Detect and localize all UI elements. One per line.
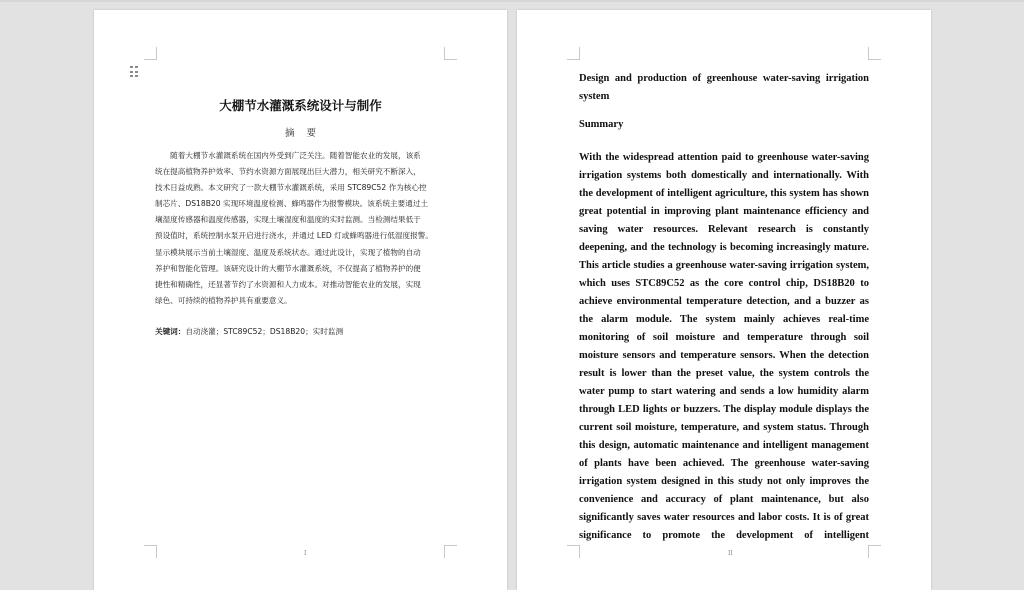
abstract-line: current soil moisture, temperature, and system status. Through xyxy=(579,422,869,433)
page-number: I xyxy=(304,550,307,557)
abstract-line: through LED lights or buzzers. The display module displays the xyxy=(579,404,869,415)
keywords-value: 自动浇灌；STC89C52；DS18B20；实时监测 xyxy=(185,327,344,336)
abstract-line: irrigation systems both domestically and internationally. With xyxy=(579,170,869,181)
margin-crop-mark xyxy=(567,545,580,558)
english-abstract-body xyxy=(579,149,869,545)
margin-crop-mark xyxy=(144,545,157,558)
document-page-2[interactable] xyxy=(517,10,931,590)
margin-crop-mark xyxy=(444,545,457,558)
abstract-line: 捷性和精确性，还显著节约了水资源和人力成本。对推动智能农业的发展，实现 xyxy=(155,279,421,289)
abstract-line: 预设值时，系统控制水泵开启进行浇水，并通过 LED 灯或蜂鸣器进行低湿度报警。 xyxy=(155,231,433,241)
abstract-line: monitoring of soil moisture and temperature through soil xyxy=(579,332,869,343)
chinese-keywords xyxy=(155,326,343,337)
abstract-line: of plants have been achieved. The greenhouse water-saving xyxy=(579,458,869,469)
abstract-line: which uses STC89C52 as the core control chip, DS18B20 to xyxy=(579,278,869,289)
abstract-line: 显示模块展示当前土壤湿度、温度及系统状态。通过此设计，实现了植物的自动 xyxy=(155,247,421,257)
abstract-line: result is lower than the preset value, the system controls the xyxy=(579,368,869,379)
abstract-line: 制芯片、DS18B20 实现环境温度检测、蜂鸣器作为报警模块。该系统主要通过土 xyxy=(155,199,429,209)
abstract-line: achieve environmental temperature detection, and a buzzer as xyxy=(579,296,869,307)
abstract-line: 随着大棚节水灌溉系统在国内外受到广泛关注。随着智能农业的发展，该系 xyxy=(155,151,421,160)
document-page-1[interactable] xyxy=(94,10,507,590)
abstract-line: 技术日益成熟。本文研究了一款大棚节水灌溉系统，采用 STC89C52 作为核心控 xyxy=(155,183,427,193)
abstract-line: convenience and accuracy of plant maintenance, but also xyxy=(579,494,869,505)
chinese-title: 大棚节水灌溉系统设计与制作 xyxy=(219,98,382,113)
chinese-abstract-heading: 摘要 xyxy=(284,128,328,139)
abstract-line: significantly saves water resources and labor costs. It is of great xyxy=(579,512,869,523)
margin-crop-mark xyxy=(868,545,881,558)
margin-crop-mark xyxy=(144,47,157,60)
english-summary-heading: Summary xyxy=(579,119,624,130)
abstract-line: With the widespread attention paid to greenhouse water-saving xyxy=(579,152,869,163)
abstract-line: irrigation system designed in this study not only improves the xyxy=(579,476,869,487)
drag-handle-icon[interactable] xyxy=(130,66,138,78)
abstract-line: 养护和智能化管理。该研究设计的大棚节水灌溉系统，不仅提高了植物养护的便 xyxy=(155,263,421,273)
abstract-line: 统在提高植物养护效率、节约水资源方面展现出巨大潜力，相关研究不断深入， xyxy=(155,167,421,177)
abstract-line: 绿色、可持续的植物养护具有重要意义。 xyxy=(155,295,292,305)
margin-crop-mark xyxy=(567,47,580,60)
margin-crop-mark xyxy=(444,47,457,60)
abstract-line: this design, automatic maintenance and intelligent management xyxy=(579,440,869,451)
keywords-label: 关键词： xyxy=(155,327,186,336)
abstract-line: significance to promote the development of intelligent xyxy=(579,530,869,541)
abstract-line: deepening, and the technology is becoming increasingly mature. xyxy=(579,242,869,253)
english-title: Design and production of greenhouse water-saving irrigation system xyxy=(579,73,869,102)
margin-crop-mark xyxy=(868,47,881,60)
abstract-line: the development of intelligent agriculture, this system has shown xyxy=(579,188,869,199)
abstract-line: 壤湿度传感器和温度传感器，实现土壤湿度和温度的实时监测。当检测结果低于 xyxy=(155,215,421,225)
abstract-line: the alarm module. The system mainly achieves real-time xyxy=(579,314,869,325)
abstract-line: saving water resources. Relevant research is constantly xyxy=(579,224,869,235)
abstract-line: water pump to start watering and sends a low humidity alarm xyxy=(579,386,869,397)
abstract-line: This article studies a greenhouse water-saving irrigation system, xyxy=(579,260,869,271)
chinese-abstract-body xyxy=(155,148,445,309)
abstract-line: moisture sensors and temperature sensors. When the detection xyxy=(579,350,869,361)
page-number: II xyxy=(728,550,733,557)
window-top-edge xyxy=(0,0,1024,2)
abstract-line: great potential in improving plant maintenance efficiency and xyxy=(579,206,869,217)
